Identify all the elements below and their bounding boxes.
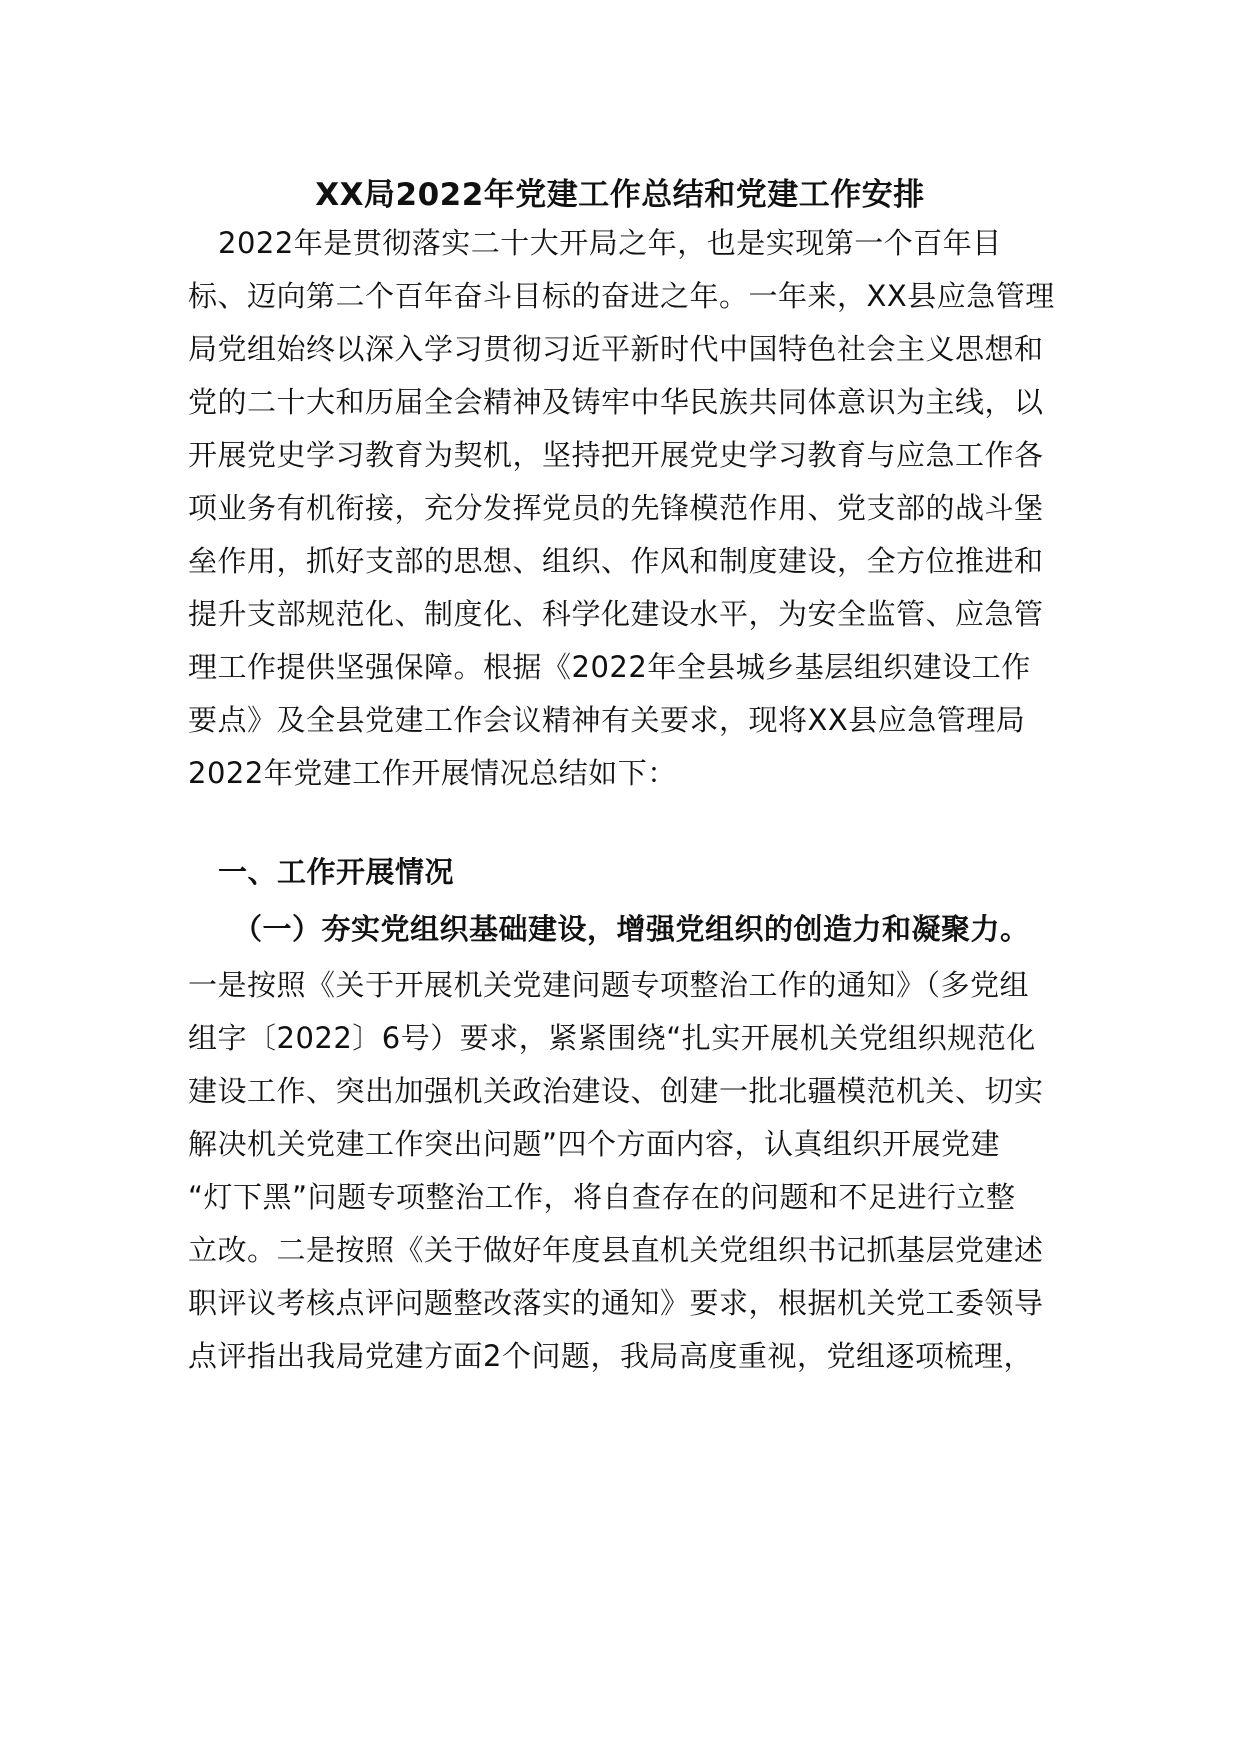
section-heading: 一、工作开展情况 bbox=[218, 855, 455, 889]
paragraph-line: 立改。二是按照《关于做好年度县直机关党组织书记抓基层党建述 bbox=[188, 1233, 1044, 1267]
subsection-heading: （一）夯实党组织基础建设，增强党组织的创造力和凝聚力。 bbox=[233, 912, 1030, 946]
paragraph-line: 职评议考核点评问题整改落实的通知》要求，根据机关党工委领导 bbox=[188, 1286, 1044, 1320]
paragraph-line: 一是按照《关于开展机关党建问题专项整治工作的通知》（多党组 bbox=[188, 968, 1030, 1002]
paragraph-line: 2022年是贯彻落实二十大开局之年，也是实现第一个百年目 bbox=[218, 226, 1002, 260]
paragraph-line: 组字〔2022〕6号）要求，紧紧围绕“扎实开展机关党组织规范化 bbox=[188, 1021, 1036, 1055]
paragraph-line: 垒作用，抓好支部的思想、组织、作风和制度建设，全方位推进和 bbox=[188, 544, 1044, 578]
paragraph-line: 局党组始终以深入学习贯彻习近平新时代中国特色社会主义思想和 bbox=[188, 332, 1044, 366]
document-title: XX局2022年党建工作总结和党建工作安排 bbox=[315, 177, 925, 213]
paragraph-line: 理工作提供坚强保障。根据《2022年全县城乡基层组织建设工作 bbox=[188, 650, 1031, 684]
paragraph-line: 解决机关党建工作突出问题”四个方面内容，认真组织开展党建 bbox=[188, 1127, 1001, 1161]
paragraph-line: 要点》及全县党建工作会议精神有关要求，现将XX县应急管理局 bbox=[188, 703, 1026, 737]
paragraph-line: “灯下黑”问题专项整治工作，将自查存在的问题和不足进行立整 bbox=[188, 1180, 1016, 1214]
paragraph-line: 项业务有机衔接，充分发挥党员的先锋模范作用、党支部的战斗堡 bbox=[188, 491, 1044, 525]
paragraph-line: 提升支部规范化、制度化、科学化建设水平，为安全监管、应急管 bbox=[188, 597, 1044, 631]
paragraph-line: 开展党史学习教育为契机，坚持把开展党史学习教育与应急工作各 bbox=[188, 438, 1044, 472]
paragraph-line: 标、迈向第二个百年奋斗目标的奋进之年。一年来，XX县应急管理 bbox=[188, 279, 1055, 313]
paragraph-line: 2022年党建工作开展情况总结如下： bbox=[188, 756, 677, 790]
paragraph-line: 建设工作、突出加强机关政治建设、创建一批北疆模范机关、切实 bbox=[188, 1074, 1044, 1108]
paragraph-line: 党的二十大和历届全会精神及铸牢中华民族共同体意识为主线，以 bbox=[188, 385, 1044, 419]
paragraph-line: 点评指出我局党建方面2个问题，我局高度重视，党组逐项梳理， bbox=[188, 1339, 1033, 1373]
